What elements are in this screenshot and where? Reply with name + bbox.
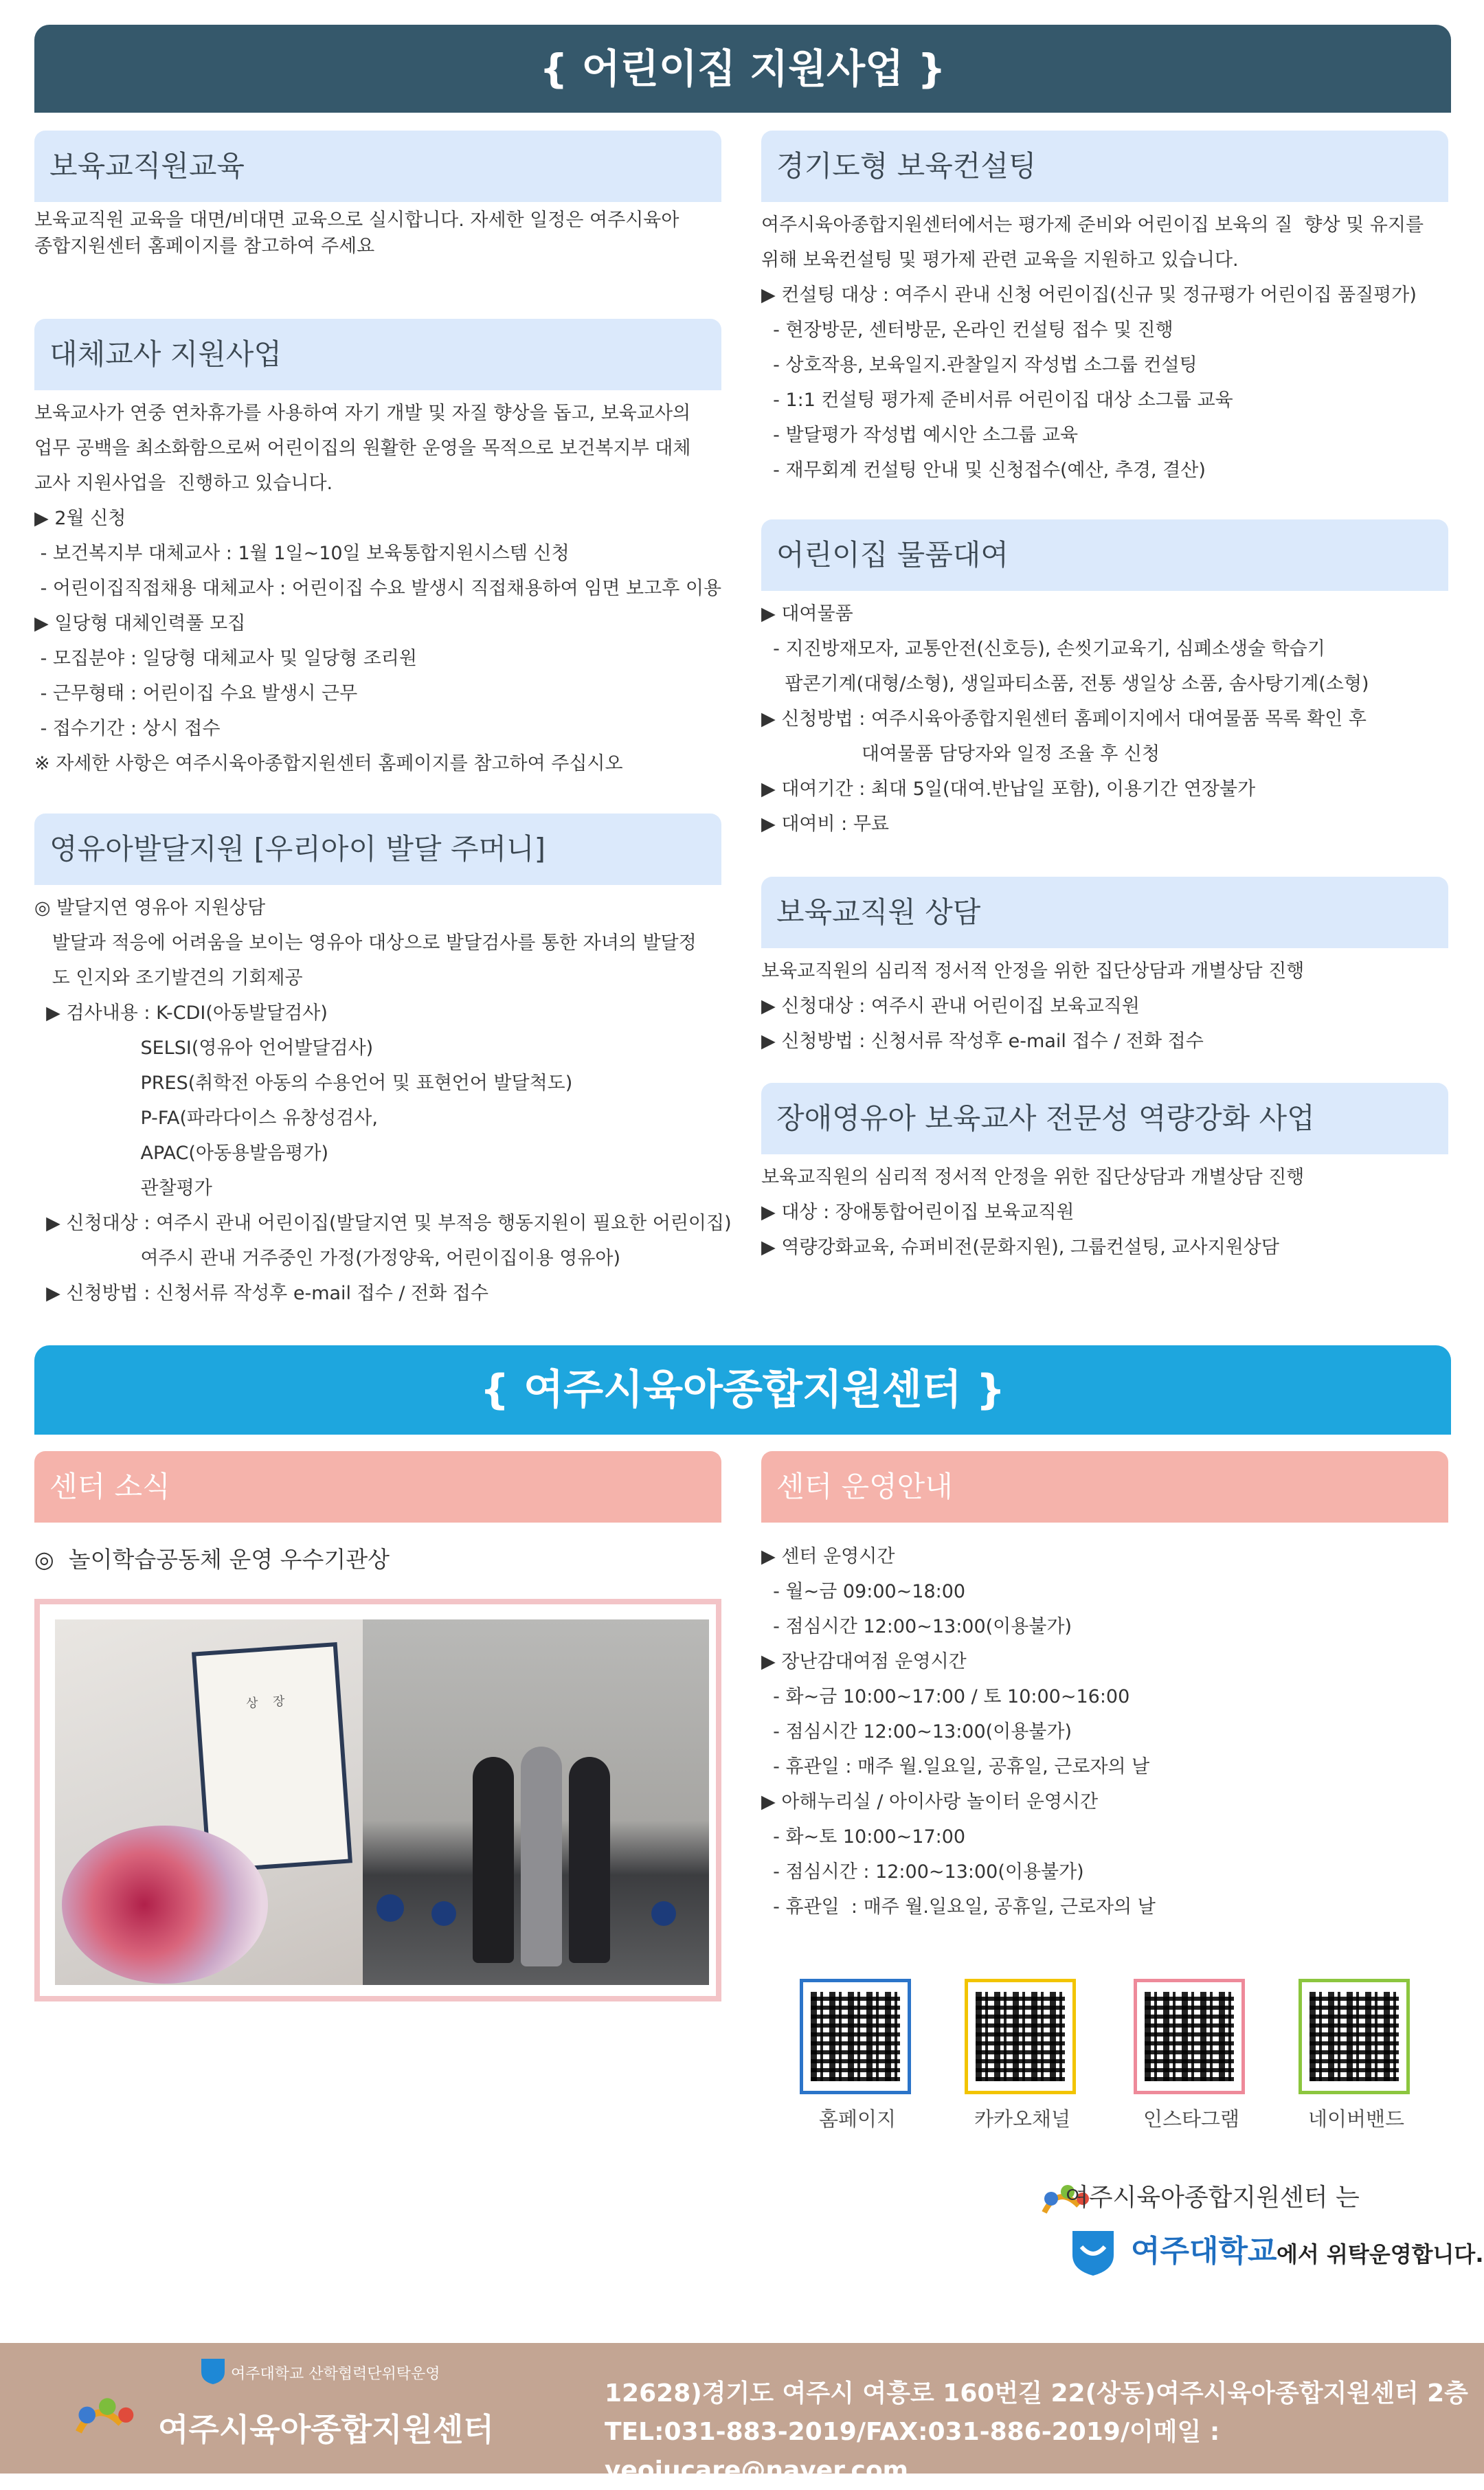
footer-phone-email[interactable]: TEL:031-883-2019/FAX:031-886-2019/이메일 : yeojucare@naver.com (605, 2418, 1220, 2485)
section-line: 종합지원센터 홈페이지를 참고하여 주세요 (34, 236, 375, 257)
section-title: 보육교직원 상담 (761, 877, 1448, 948)
university-name: 여주대학교 (1131, 2234, 1277, 2269)
section-body (761, 596, 1448, 842)
section-body (761, 1160, 1448, 1265)
section-line: - 근무형태 : 어린이집 수요 발생시 근무 (34, 683, 358, 704)
person-figure (521, 1747, 562, 1966)
consign-text-1: 여주시육아종합지원센터 는 (1065, 2184, 1360, 2212)
section-disability-teacher (761, 1083, 1448, 1265)
section-line: - 1:1 컨설팅 평가제 준비서류 어린이집 대상 소그룹 교육 (761, 390, 1233, 411)
section-line: ▶ 2월 신청 (34, 508, 126, 529)
section-line: ▶ 컨설팅 대상 : 여주시 관내 신청 어린이집(신규 및 정규평가 어린이집 품질평가) (761, 284, 1417, 306)
section-substitute-teacher (34, 319, 721, 781)
section-line: ▶ 신청대상 : 여주시 관내 어린이집 보육교직원 (761, 996, 1140, 1017)
qr-naver-band[interactable] (1298, 1979, 1414, 2132)
footer (0, 2343, 1484, 2485)
section-title: 보육교직원교육 (34, 131, 721, 202)
section-body (34, 890, 732, 1311)
footer-university: 여주대학교 산학협력단위탁운영 (231, 2366, 440, 2383)
section-line: 보육교사가 연중 연차휴가를 사용하여 자기 개발 및 자질 향상을 돕고, 보육교사의 (34, 403, 691, 424)
section-line: 여주시육아종합지원센터에서는 평가제 준비와 어린이집 보육의 질 향상 및 유지를 (761, 214, 1424, 236)
section-line: ▶ 대상 : 장애통합어린이집 보육교직원 (761, 1202, 1075, 1223)
section-line: - 현장방문, 센터방문, 온라인 컨설팅 접수 및 진행 (761, 319, 1173, 341)
qr-instagram[interactable] (1134, 1979, 1249, 2132)
qr-code-icon[interactable] (800, 1979, 911, 2094)
qr-kakao-channel[interactable] (965, 1979, 1080, 2132)
section-title: 장애영유아 보육교사 전문성 역량강화 사업 (761, 1083, 1448, 1154)
section-line: 발달과 적응에 어려움을 보이는 영유아 대상으로 발달검사를 통한 자녀의 발달정 (34, 932, 697, 954)
section-line: ◎ 발달지연 영유아 지원상담 (34, 897, 266, 919)
section-line: P-FA(파라다이스 유창성검사, (34, 1108, 378, 1129)
stage-light (376, 1894, 404, 1922)
top-banner: { 어린이집 지원사업 } (34, 25, 1451, 113)
section-line: - 상호작용, 보육일지.관찰일지 작성법 소그룹 컨설팅 (761, 355, 1198, 376)
award-certificate-photo (55, 1619, 363, 1985)
section-title: 경기도형 보육컨설팅 (761, 131, 1448, 202)
section-line: ▶ 장난감대여점 운영시간 (761, 1651, 967, 1672)
news-item (34, 1542, 721, 1577)
section-line: 도 인지와 조기발견의 기회제공 (34, 967, 303, 989)
section-line: - 보건복지부 대체교사 : 1월 1일~10일 보육통합지원시스템 신청 (34, 543, 570, 564)
section-rental (761, 519, 1448, 842)
section-body (34, 208, 721, 260)
section-line: ▶ 역량강화교육, 슈퍼비전(문화지원), 그룹컨설팅, 교사지원상담 (761, 1237, 1279, 1258)
qr-homepage[interactable] (800, 1979, 915, 2132)
section-line: - 월~금 09:00~18:00 (761, 1581, 966, 1602)
stage-light (651, 1901, 676, 1926)
section-line: ▶ 대여비 : 무료 (761, 814, 890, 835)
section-line: 관찰평가 (34, 1178, 212, 1199)
section-line: 보육교직원 교육을 대면/비대면 교육으로 실시합니다. 자세한 일정은 여주시육아 (34, 210, 679, 231)
section-line: 여주시 관내 거주중인 가정(가정양육, 어린이집이용 영유아) (34, 1248, 621, 1269)
section-body (761, 954, 1448, 1059)
section-center-operations (761, 1451, 1448, 1925)
section-line: - 휴관일 : 매주 월.일요일, 공휴일, 근로자의 날 (761, 1896, 1156, 1918)
section-body (761, 208, 1448, 488)
section-line: ▶ 대여물품 (761, 603, 853, 625)
section-line: ▶ 대여기간 : 최대 5일(대여.반납일 포함), 이용기간 연장불가 (761, 778, 1256, 800)
section-line: ▶ 신청방법 : 여주시육아종합지원센터 홈페이지에서 대여물품 목록 확인 후 (761, 708, 1367, 730)
section-child-development (34, 814, 732, 1311)
stage-light (431, 1901, 456, 1926)
flower-bouquet-image (62, 1826, 268, 1984)
qr-label: 인스타그램 (1143, 2107, 1240, 2131)
person-figure (473, 1757, 514, 1963)
section-teacher-education (34, 131, 721, 260)
section-line: - 점심시간 12:00~13:00(이용불가) (761, 1721, 1072, 1742)
section-line: - 지진방재모자, 교통안전(신호등), 손씻기교육기, 심폐소생술 학습기 (761, 638, 1325, 660)
section-center-news (34, 1451, 721, 1577)
section-line: ▶ 일당형 대체인력풀 모집 (34, 613, 246, 634)
section-line: ▶ 신청방법 : 신청서류 작성후 e-mail 접수 / 전화 접수 (34, 1283, 488, 1304)
qr-label: 네이버밴드 (1307, 2107, 1405, 2131)
section-line: ▶ 검사내용 : K-CDI(아동발달검사) (34, 1002, 328, 1024)
section-line: 팝콘기계(대형/소형), 생일파티소품, 전통 생일상 소품, 솜사탕기계(소형) (761, 673, 1369, 695)
certificate-title: 상 장 (245, 1693, 291, 1712)
award-photo (34, 1599, 721, 2001)
qr-code-icon[interactable] (1134, 1979, 1245, 2094)
section-line: ▶ 아해누리실 / 아이사랑 놀이터 운영시간 (761, 1791, 1099, 1813)
section-consulting (761, 131, 1448, 488)
footer-contact (605, 2375, 1484, 2490)
qr-label: 카카오채널 (974, 2107, 1071, 2131)
section-line: 보육교직원의 심리적 정서적 안정을 위한 집단상담과 개별상담 진행 (761, 961, 1305, 982)
center-logo-icon (69, 2390, 144, 2449)
footer-address: 12628)경기도 여주시 여흥로 160번길 22(상동)여주시육아종합지원센터 2층 (605, 2379, 1468, 2408)
section-line: 대여물품 담당자와 일정 조율 후 신청 (761, 743, 1160, 765)
section-title: 센터 운영안내 (761, 1451, 1448, 1523)
section-line: - 재무회계 컨설팅 안내 및 신청접수(예산, 추경, 결산) (761, 460, 1206, 481)
section-title: 영유아발달지원 [우리아이 발달 주머니] (34, 814, 721, 885)
section-line: ※ 자세한 사항은 여주시육아종합지원센터 홈페이지를 참고하여 주십시오 (34, 753, 623, 774)
qr-code-icon[interactable] (965, 1979, 1076, 2094)
section-line: - 어린이집직접채용 대체교사 : 어린이집 수요 발생시 직접채용하여 임면 보고후 이용 (34, 578, 722, 599)
section-body (34, 396, 721, 781)
section-line: - 점심시간 12:00~13:00(이용불가) (761, 1616, 1072, 1637)
section-line: - 휴관일 : 매주 월.일요일, 공휴일, 근로자의 날 (761, 1756, 1150, 1777)
section-title: 어린이집 물품대여 (761, 519, 1448, 591)
center-banner: { 여주시육아종합지원센터 } (34, 1345, 1451, 1435)
news-item-text: ◎ 놀이학습공동체 운영 우수기관상 (34, 1546, 390, 1573)
section-line: 업무 공백을 최소화함으로써 어린이집의 원활한 운영을 목적으로 보건복지부 대체 (34, 438, 691, 459)
section-line: - 접수기간 : 상시 접수 (34, 718, 221, 739)
section-line: 교사 지원사업을 진행하고 있습니다. (34, 473, 333, 494)
section-title: 센터 소식 (34, 1451, 721, 1523)
section-line: - 점심시간 : 12:00~13:00(이용불가) (761, 1861, 1084, 1883)
section-line: PRES(취학전 아동의 수용언어 및 표현언어 발달척도) (34, 1073, 573, 1094)
section-line: APAC(아동용발음평가) (34, 1143, 328, 1164)
section-counseling (761, 877, 1448, 1059)
section-line: SELSI(영유아 언어발달검사) (34, 1038, 374, 1059)
section-body (761, 1539, 1448, 1925)
section-line: ▶ 센터 운영시간 (761, 1546, 895, 1567)
consign-text-2: 에서 위탁운영합니다. (1277, 2241, 1484, 2267)
section-line: 보육교직원의 심리적 정서적 안정을 위한 집단상담과 개별상담 진행 (761, 1167, 1305, 1188)
footer-center-name: 여주시육아종합지원센터 (158, 2411, 494, 2448)
section-line: 위해 보육컨설팅 및 평가제 관련 교육을 지원하고 있습니다. (761, 249, 1239, 271)
award-ceremony-photo (363, 1619, 709, 1985)
section-line: ▶ 신청대상 : 여주시 관내 어린이집(발달지연 및 부적응 행동지원이 필요한 어린이집) (34, 1213, 732, 1234)
section-title: 대체교사 지원사업 (34, 319, 721, 390)
person-figure (569, 1757, 610, 1963)
qr-code-icon[interactable] (1298, 1979, 1410, 2094)
section-line: - 발달평가 작성법 예시안 소그룹 교육 (761, 425, 1079, 446)
section-line: - 화~금 10:00~17:00 / 토 10:00~16:00 (761, 1686, 1130, 1707)
section-line: - 화~토 10:00~17:00 (761, 1826, 966, 1848)
section-line: ▶ 신청방법 : 신청서류 작성후 e-mail 접수 / 전화 접수 (761, 1031, 1204, 1052)
section-line: - 모집분야 : 일당형 대체교사 및 일당형 조리원 (34, 648, 417, 669)
university-shield-icon (1069, 2228, 1117, 2278)
qr-label: 홈페이지 (818, 2107, 897, 2131)
university-shield-icon (199, 2357, 227, 2386)
